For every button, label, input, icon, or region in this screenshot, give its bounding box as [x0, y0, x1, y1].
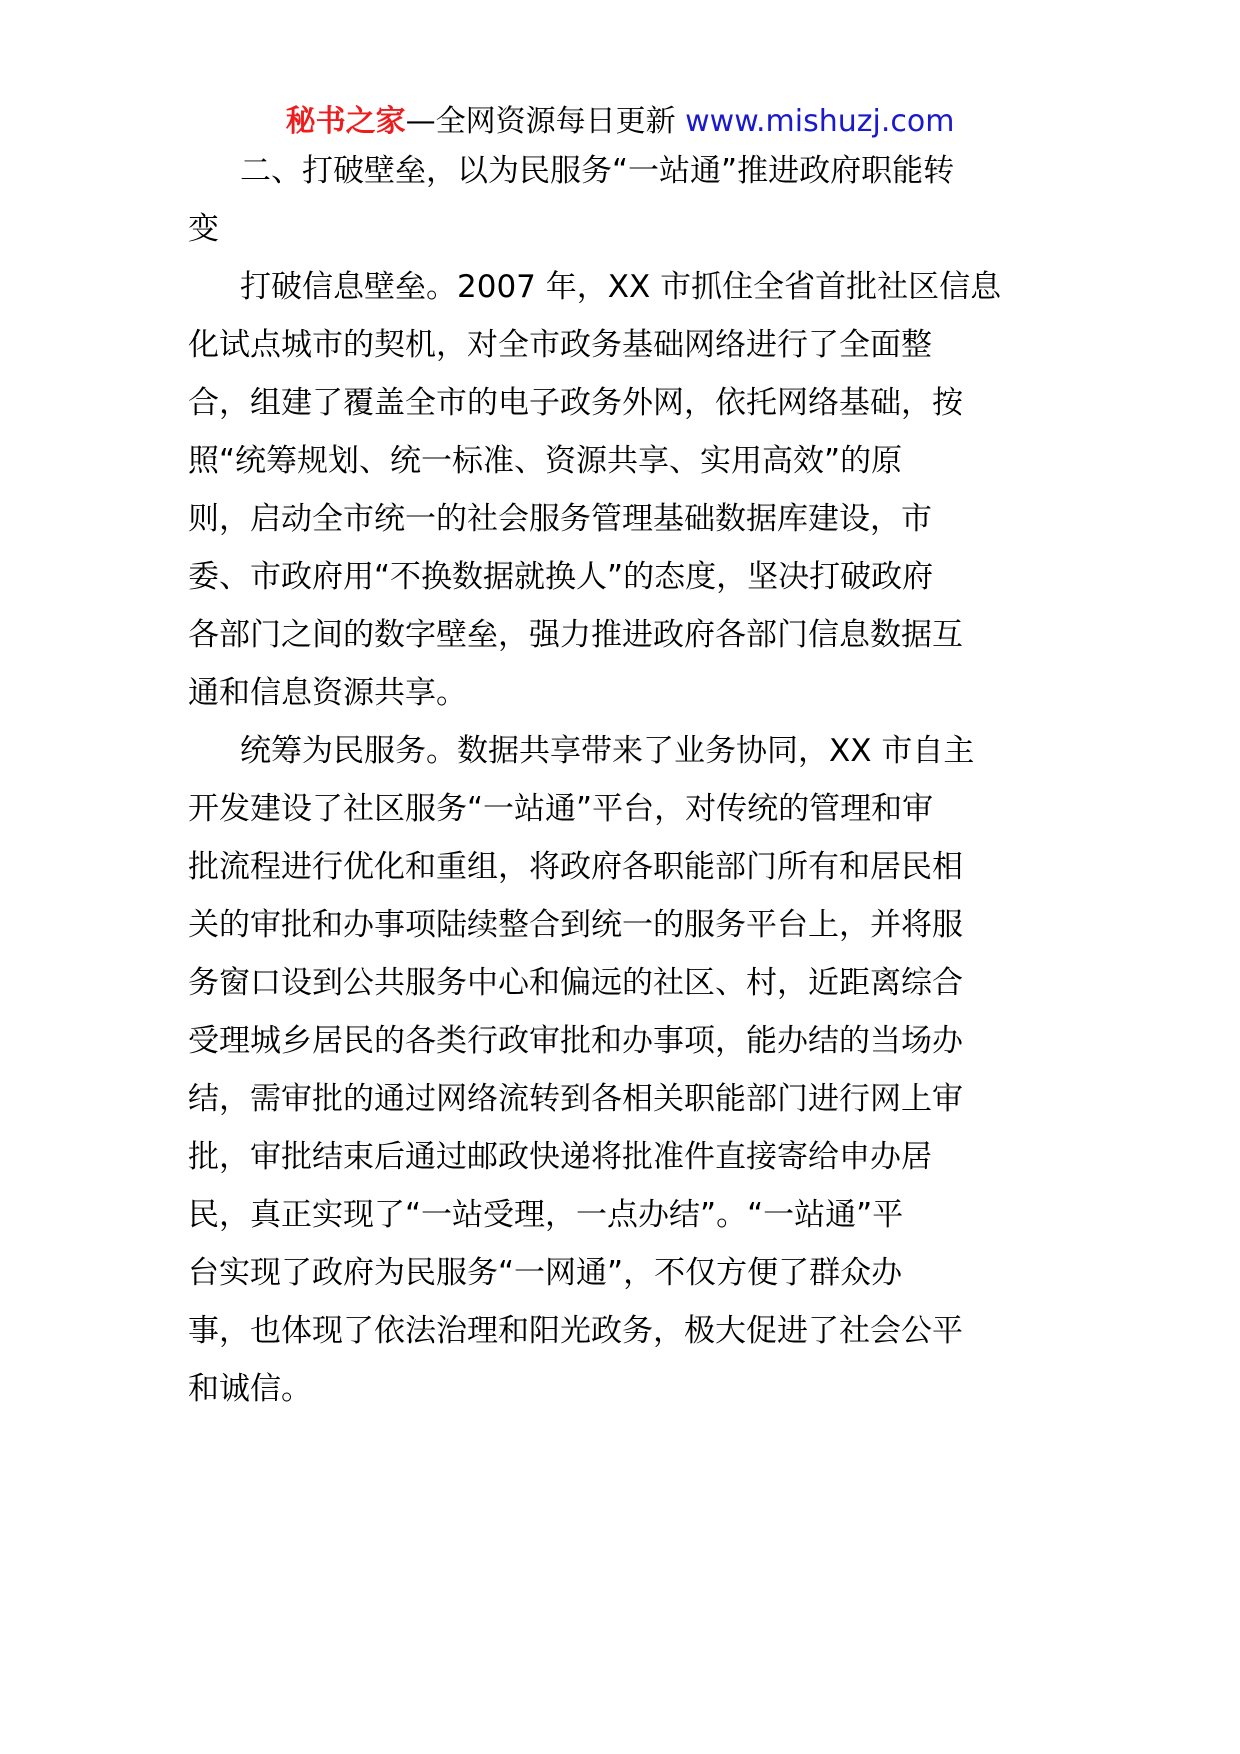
watermark-header	[0, 100, 1240, 144]
paragraph-1-line-4: 照“统筹规划、统一标准、资源共享、实用高效”的原	[188, 443, 903, 479]
paragraph-2-line-6: 受理城乡居民的各类行政审批和办事项，能办结的当场办	[188, 1023, 963, 1059]
paragraph-2-line-7: 结，需审批的通过网络流转到各相关职能部门进行网上审	[188, 1081, 963, 1117]
paragraph-2-line-3: 批流程进行优化和重组，将政府各职能部门所有和居民相	[188, 849, 963, 885]
section-heading-line-1: 二、打破壁垒，以为民服务“一站通”推进政府职能转	[240, 153, 955, 189]
paragraph-1-line-1: 打破信息壁垒。2007 年，XX 市抓住全省首批社区信息	[240, 269, 1002, 305]
header-url[interactable]: www.mishuzj.com	[685, 104, 955, 139]
brand-name: 秘书之家	[285, 104, 406, 139]
paragraph-2-line-4: 关的审批和办事项陆续整合到统一的服务平台上，并将服	[188, 907, 963, 943]
paragraph-1-line-6: 委、市政府用“不换数据就换人”的态度，坚决打破政府	[188, 559, 934, 595]
paragraph-2-line-12: 和诚信。	[188, 1371, 312, 1407]
paragraph-1-line-7: 各部门之间的数字壁垒，强力推进政府各部门信息数据互	[188, 617, 963, 653]
paragraph-1-line-8: 通和信息资源共享。	[188, 675, 467, 711]
paragraph-2-line-9: 民，真正实现了“一站受理，一点办结”。“一站通”平	[188, 1197, 904, 1233]
section-heading-line-2: 变	[188, 211, 219, 247]
header-slogan: —全网资源每日更新	[405, 104, 686, 139]
paragraph-1-line-2: 化试点城市的契机，对全市政务基础网络进行了全面整	[188, 327, 932, 363]
paragraph-2-line-11: 事，也体现了依法治理和阳光政务，极大促进了社会公平	[188, 1313, 963, 1349]
paragraph-2-line-5: 务窗口设到公共服务中心和偏远的社区、村，近距离综合	[188, 965, 963, 1001]
paragraph-2-line-2: 开发建设了社区服务“一站通”平台，对传统的管理和审	[188, 791, 934, 827]
paragraph-1-line-5: 则，启动全市统一的社会服务管理基础数据库建设，市	[188, 501, 932, 537]
paragraph-2-line-1: 统筹为民服务。数据共享带来了业务协同，XX 市自主	[240, 733, 975, 769]
paragraph-2-line-8: 批，审批结束后通过邮政快递将批准件直接寄给申办居	[188, 1139, 932, 1175]
paragraph-1-line-3: 合，组建了覆盖全市的电子政务外网，依托网络基础，按	[188, 385, 963, 421]
paragraph-2-line-10: 台实现了政府为民服务“一网通”，不仅方便了群众办	[188, 1255, 903, 1291]
